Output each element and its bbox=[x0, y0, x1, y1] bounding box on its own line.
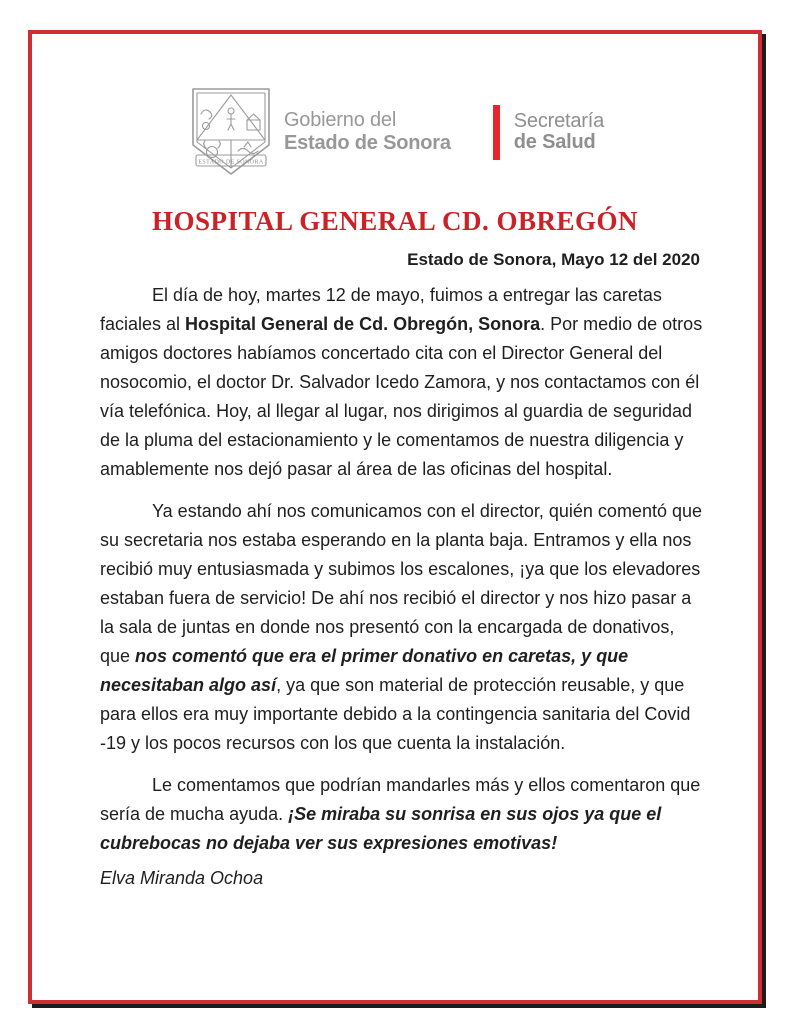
ministry-name-line2: de Salud bbox=[513, 131, 596, 153]
text-run: Le comentamos que podrían mandarles más y ellos comentaron que sería de mucha ayuda. bbox=[100, 775, 701, 824]
dateline: Estado de Sonora, Mayo 12 del 2020 bbox=[407, 250, 700, 269]
sonora-coat-of-arms-icon bbox=[186, 84, 276, 180]
logo-divider-bar bbox=[493, 105, 500, 160]
paragraph bbox=[100, 497, 704, 758]
signature-name: Elva Miranda Ochoa bbox=[100, 868, 264, 888]
ministry-name-line1: Secretaría bbox=[513, 110, 605, 132]
letter-title: HOSPITAL GENERAL CD. OBREGÓN bbox=[151, 206, 639, 236]
text-run: nos comentó que era el primer donativo en caretas, y que necesitaban algo así bbox=[100, 646, 629, 695]
paragraph bbox=[100, 771, 704, 858]
ministry-name bbox=[514, 111, 604, 153]
text-run: . Por medio de otros amigos doctores habíamos concertado cita con el Director General del nosocomio, el doctor Dr. Salvador Icedo Zamora, y nos contactamos con él vía telefónica. Hoy, al llegar al lugar, nos dirigimos al guardia de seguridad de la pluma del estacionamiento y le comentamos de nuestra diligencia y amablemente nos dejó pasar al área de las oficinas del hospital. bbox=[100, 314, 703, 479]
government-name-line1: Gobierno del bbox=[283, 109, 397, 131]
text-run: Ya estando ahí nos comunicamos con el director, quién comentó que su secretaria nos estaba esperando en la planta baja. Entramos y ella nos recibió muy entusiasmada y subimos los escalones, ¡ya que los elevadores estaban fuera de servicio! De ahí nos recibió el director y nos hizo pasar a la sala de juntas en donde nos presentó con la encargada de donativos, que bbox=[100, 501, 703, 666]
text-run: , ya que son material de protección reusable, y que para ellos era muy importante debido a la contingencia sanitaria del Covid -19 y los pocos recursos con los que cuenta la instalación. bbox=[100, 675, 691, 753]
government-name bbox=[284, 109, 451, 155]
header-logos bbox=[0, 84, 790, 180]
paragraph bbox=[100, 281, 704, 484]
government-name-line2: Estado de Sonora bbox=[283, 132, 451, 154]
text-run: ¡Se miraba su sonrisa en sus ojos ya que el cubrebocas no dejaba ver sus expresiones emotivas! bbox=[100, 804, 662, 853]
letter-body bbox=[100, 281, 704, 871]
text-run: El día de hoy, martes 12 de mayo, fuimos a entregar las caretas faciales al bbox=[100, 285, 662, 334]
coat-of-arms-caption: ESTADO DE SONORA bbox=[198, 159, 264, 166]
text-run: Hospital General de Cd. Obregón, Sonora bbox=[185, 314, 541, 334]
